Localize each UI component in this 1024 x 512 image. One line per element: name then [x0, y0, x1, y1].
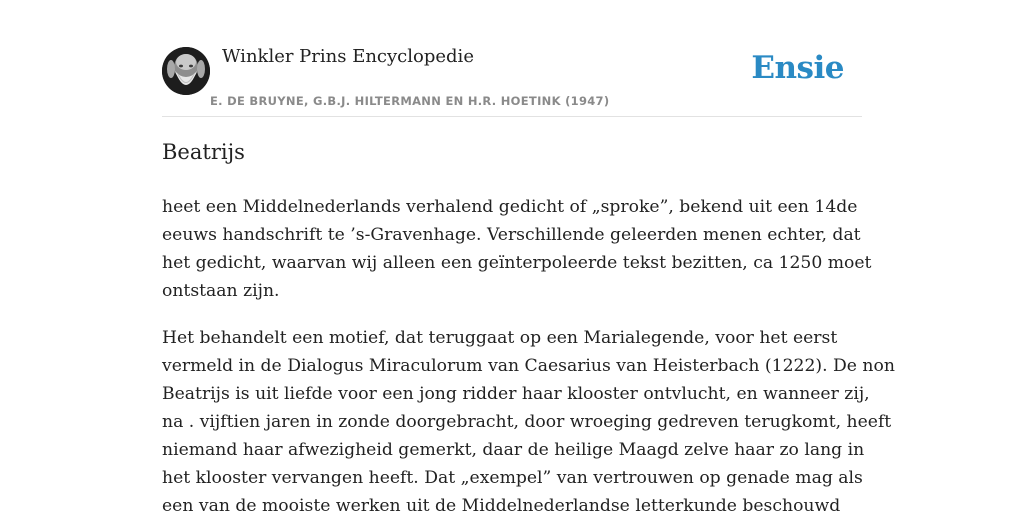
author-portrait[interactable]: [162, 47, 210, 95]
text-line: Beatrijs is uit liefde voor een jong ridder haar klooster ontvlucht, en wanneer zij,: [162, 384, 870, 404]
site-title-link[interactable]: Winkler Prins Encyclopedie: [222, 46, 474, 67]
text-line: niemand haar afwezigheid gemerkt, daar de heilige Maagd zelve haar zo lang in: [162, 440, 865, 460]
text-line: eeuws handschrift te ’s-Gravenhage. Verschillende geleerden menen echter, dat: [162, 225, 861, 245]
ensie-logo-link[interactable]: Ensie: [751, 50, 844, 86]
text-line: na . vijftien jaren in zonde doorgebracht, door wroeging gedreven terugkomt, heeft: [162, 412, 892, 432]
text-line: Het behandelt een motief, dat teruggaat op een Marialegende, voor het eerst: [162, 328, 838, 348]
text-line: een van de mooiste werken uit de Middelnederlandse letterkunde beschouwd: [162, 496, 841, 512]
text-line: heet een Middelnederlands verhalend gedicht of „sproke”, bekend uit een 14de: [162, 197, 858, 217]
article-body: [162, 193, 895, 512]
text-line: ontstaan zijn.: [162, 281, 280, 301]
paragraph-1: [162, 193, 872, 305]
portrait-image: [162, 47, 210, 95]
text-line: vermeld in de Dialogus Miraculorum van Caesarius van Heisterbach (1222). De non: [162, 356, 895, 376]
paragraph-2: [162, 324, 895, 512]
text-line: het gedicht, waarvan wij alleen een geïnterpoleerde tekst bezitten, ca 1250 moet: [162, 253, 872, 273]
authors-line: E. DE BRUYNE, G.B.J. HILTERMANN EN H.R. HOETINK (1947): [210, 94, 610, 108]
header: [162, 0, 862, 117]
text-line: het klooster vervangen heeft. Dat „exempel” van vertrouwen op genade mag als: [162, 468, 863, 488]
entry-title: Beatrijs: [162, 140, 245, 164]
